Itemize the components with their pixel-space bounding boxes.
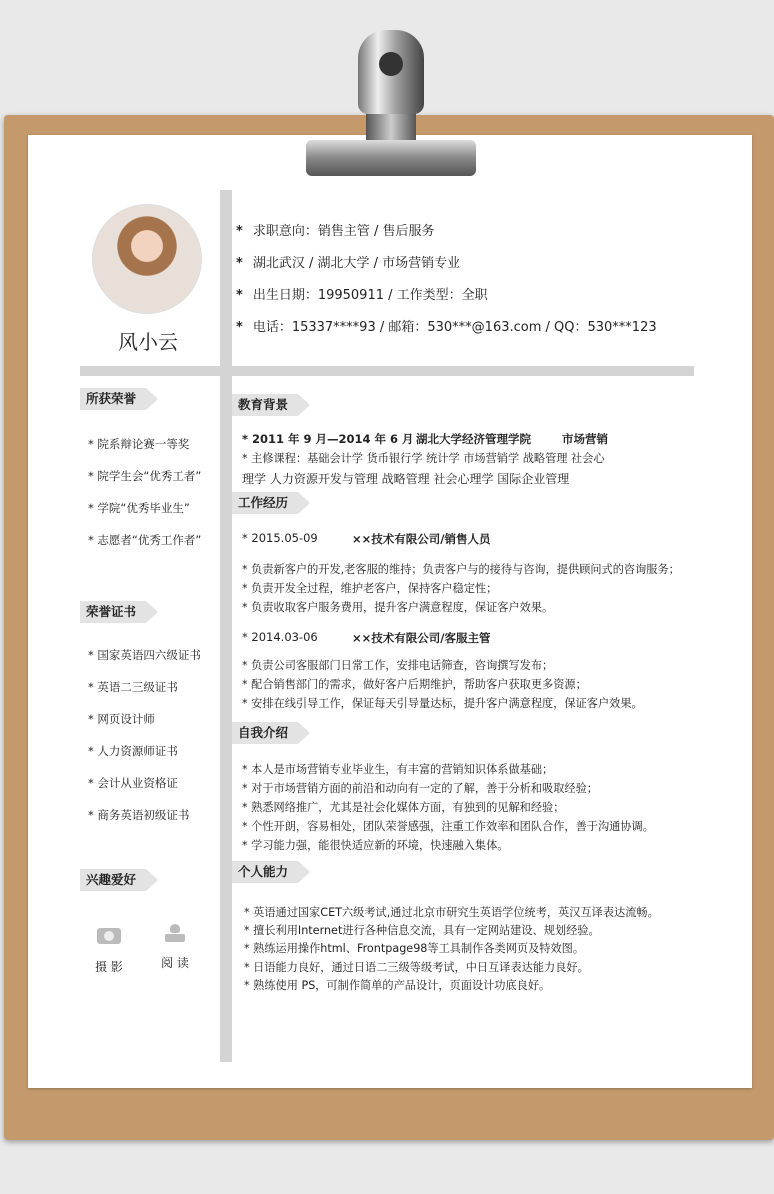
list-item: * 学院“优秀毕业生”	[88, 500, 190, 516]
hobby-reading: 阅 读	[150, 924, 200, 971]
list-item: * 负责公司客服部门日常工作，安排电话筛查，咨询撰写发布；	[242, 657, 553, 673]
binder-clip-icon	[306, 30, 476, 176]
list-item: * 熟练使用 PS，可制作简单的产品设计，页面设计功底良好。	[244, 977, 550, 993]
reading-icon	[165, 924, 185, 944]
list-item: * 擅长利用Internet进行各种信息交流，具有一定网站建设、规划经验。	[244, 922, 600, 938]
list-item: * 志愿者“优秀工作者”	[88, 532, 201, 548]
section-title-hobbies: 兴趣爱好	[80, 869, 146, 891]
list-item: * 配合销售部门的需求，做好客户后期维护，帮助客户获取更多资源；	[242, 676, 587, 692]
info-line: * 求职意向：销售主管 / 售后服务	[236, 224, 435, 239]
list-item: * 网页设计师	[88, 711, 155, 727]
job-company: ××技术有限公司/销售人员	[352, 532, 491, 546]
list-item: * 国家英语四六级证书	[88, 647, 201, 663]
info-line: * 电话：15337****93 / 邮箱：530***@163.com / QQ：530***123	[236, 320, 657, 335]
candidate-name: 风小云	[118, 330, 178, 354]
info-line: * 出生日期：19950911 / 工作类型：全职	[236, 288, 488, 303]
list-item: * 熟练运用操作html、Frontpage98等工具制作各类网页及特效图。	[244, 940, 584, 956]
info-line: * 湖北武汉 / 湖北大学 / 市场营销专业	[236, 256, 461, 271]
list-item: * 院学生会“优秀工者”	[88, 468, 201, 484]
list-item: * 英语二三级证书	[88, 679, 178, 695]
education-major: 市场营销	[562, 432, 608, 446]
list-item: * 负责收取客户服务费用，提升客户满意程度，保证客户效果。	[242, 599, 553, 615]
section-title-education: 教育背景	[232, 394, 298, 416]
list-item: * 英语通过国家CET六级考试,通过北京市研究生英语学位统考，英汉互译表达流畅。	[244, 904, 659, 920]
list-item: * 个性开朗，容易相处，团队荣誉感强，注重工作效率和团队合作，善于沟通协调。	[242, 818, 654, 834]
list-item: * 院系辩论赛一等奖	[88, 436, 189, 452]
education-courses: 理学 人力资源开发与管理 战略管理 社会心理学 国际企业管理	[242, 472, 570, 486]
horizontal-divider	[80, 366, 694, 376]
list-item: * 安排在线引导工作，保证每天引导量达标，提升客户满意程度，保证客户效果。	[242, 695, 643, 711]
list-item: * 人力资源师证书	[88, 743, 178, 759]
hobby-photography: 摄 影	[84, 928, 134, 975]
list-item: * 对于市场营销方面的前沿和动向有一定的了解，善于分析和吸取经验；	[242, 780, 598, 796]
education-courses: * 主修课程：基础会计学 货币银行学 统计学 市场营销学 战略管理 社会心	[242, 452, 605, 465]
job-date: * 2014.03-06	[242, 630, 318, 644]
camera-icon	[97, 928, 121, 944]
list-item: * 负责新客户的开发,老客服的维持；负责客户与的接待与咨询，提供顾问式的咨询服务；	[242, 561, 680, 577]
education-period: * 2011 年 9 月—2014 年 6 月	[242, 432, 414, 446]
list-item: * 商务英语初级证书	[88, 807, 189, 823]
list-item: * 熟悉网络推广，尤其是社会化媒体方面，有独到的见解和经验；	[242, 799, 564, 815]
section-title-work: 工作经历	[232, 492, 298, 514]
list-item: * 日语能力良好，通过日语二三级等级考试，中日互译表达能力良好。	[244, 959, 589, 975]
list-item: * 负责开发全过程，维护老客户，保持客户稳定性；	[242, 580, 497, 596]
section-title-self-intro: 自我介绍	[232, 722, 298, 744]
education-school: 湖北大学经济管理学院	[416, 432, 531, 446]
job-company: ××技术有限公司/客服主管	[352, 631, 491, 645]
job-date: * 2015.05-09	[242, 531, 318, 545]
list-item: * 会计从业资格证	[88, 775, 178, 791]
section-title-certificates: 荣誉证书	[80, 601, 146, 623]
list-item: * 学习能力强，能很快适应新的环境，快速融入集体。	[242, 837, 508, 853]
avatar	[92, 204, 202, 314]
vertical-divider	[220, 190, 232, 1062]
section-title-honors: 所获荣誉	[80, 388, 146, 410]
list-item: * 本人是市场营销专业毕业生，有丰富的营销知识体系做基础；	[242, 761, 553, 777]
section-title-abilities: 个人能力	[232, 861, 298, 883]
